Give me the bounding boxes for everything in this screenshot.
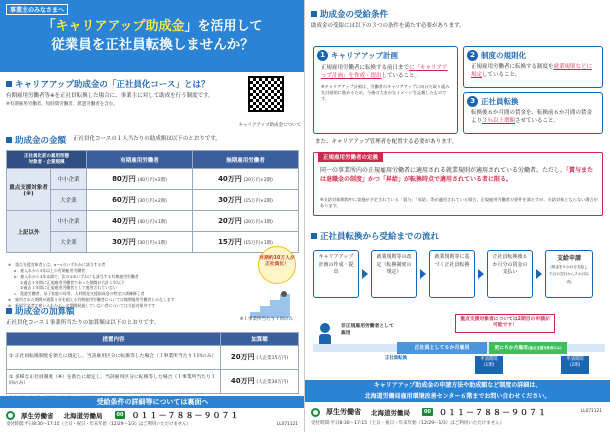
hero-title-line2: 従業員を正社員転換しませんか？ xyxy=(51,37,254,54)
flow-arrow-icon xyxy=(478,269,484,279)
timeline xyxy=(313,306,605,376)
back-page xyxy=(305,0,610,432)
ministry-name: 厚生労働省 xyxy=(326,408,361,416)
conditions-title: 助成金の受給条件 xyxy=(320,10,389,20)
section1-title: キャリアアップ助成金の「正社員化コース」とは？ xyxy=(15,80,210,90)
phone-number[interactable]: ０１１－７８８－９０７１ xyxy=(131,410,240,420)
flow-step: 就業規則等に基づく正社員転換 xyxy=(429,250,475,298)
condition-number-3: 3 xyxy=(467,96,478,107)
free-dial-icon: 00 xyxy=(116,412,124,418)
section-flow xyxy=(311,230,604,242)
ministry-logo-icon xyxy=(6,411,15,420)
hero-title: 「キャリアアップ助成金」を活用して 従業員を正社員転換しませんか？ xyxy=(42,19,263,54)
doc-code: LL071121 xyxy=(276,422,298,427)
section-conditions xyxy=(311,8,604,31)
amount-table: 正社員化前の雇用形態 対象者・企業規模 有期雇用労働者 無期雇用労働者 重点支援対象者(※) 中小企業 80万円 (40万円×2期) 40万円 (20万円×2期) 大企業 60万円 (30万円×2期) 30万円 (15万円×2期) 上記以外 中小企業 40万円 (40万円×1期) 20万円 (20万円×1期) 大企業 30万円 (30万円×1期) 15万円 (15万円×1期) xyxy=(6,150,299,253)
amount-title: 助成金の金額 xyxy=(15,136,67,146)
bureau-name: 北海道労働局 xyxy=(63,411,103,420)
amount-col-fixed-term: 有期雇用労働者 xyxy=(87,151,193,169)
amount-notes: ※ 重点支援対象者とは、a～cのいずれかに該当する者 a：雇入れから3年以上の有期雇用労働者 b：雇入れから3年未満で、次の①②いずれにも該当する有期雇用労働者 ①過去５年間に正規雇用労働者であった期間が合計１年以下 ②過去１年間に正規雇用労働者として雇用されていない c：派遣労働者、母子家庭の母等、人材開発支援助成金の特定の訓練修了者 ※ 雇用された期間が通算５年を超える有期雇用労働者については無期雇用労働者とみなします ※ 新規学卒者で雇い入れから一定期間経過していない者については支給対象外です xyxy=(8,262,175,309)
contact-footer xyxy=(305,405,610,419)
flow-title: 正社員転換から受給までの流れ xyxy=(320,232,440,242)
table-row: 大企業 60万円 (30万円×2期) 30万円 (15万円×2期) xyxy=(7,190,299,211)
doc-code: LL071121 xyxy=(580,409,602,414)
flow-step: キャリアアップ計画の作成・提出 xyxy=(313,250,359,298)
flow-arrow-icon xyxy=(420,269,426,279)
timeline-apply-2: 申請期間 (2期) xyxy=(561,356,589,374)
timeline-label-nonregular: 非正規雇用労働者として雇用 xyxy=(341,324,394,336)
condition-card-3: 3 正社員転換 転換後６か月間の賃金を、転換前６か月間の賃金より３％以上増額させていること。 xyxy=(463,92,603,134)
contact-footer xyxy=(0,409,304,421)
addition-title: 助成金の加算額 xyxy=(15,307,75,317)
flow-step: 就業規則等の改定（転換制度の規定） xyxy=(371,250,417,298)
section-amount xyxy=(6,134,299,253)
hero-header xyxy=(0,0,305,72)
table-row: ① 正社員転換制度を新たに規定し、当該雇用区分に転換等した場合（１事業所当たり１回のみ） 20万円 (大企業15万円) xyxy=(7,345,299,369)
phone-number[interactable]: ０１１－７８８－９０７１ xyxy=(438,407,547,417)
timeline-callout: 重点支援対象者については2期目の申請が可能です！ xyxy=(455,314,555,333)
row-group-priority: 重点支援対象者(※) xyxy=(7,169,51,211)
section1-text: 有期雇用労働者等※を正社員転換した場合に、事業主に対して助成を行う制度です。 xyxy=(6,93,214,99)
flow-step: 正社員転換後６か月分の賃金の支払い xyxy=(487,250,533,298)
qr-caption: キャリアアップ助成金について xyxy=(238,123,301,128)
ministry-name: 厚生労働省 xyxy=(21,411,54,420)
section1-note: ※有期雇用労働者、短時間労働者、派遣労働者を含む。 xyxy=(6,101,118,107)
section-course-intro xyxy=(6,78,246,108)
condition-number-2: 2 xyxy=(467,50,478,61)
free-dial-icon: 00 xyxy=(424,409,431,415)
section-addition xyxy=(6,305,299,400)
addition-subtitle: 正社員化コース１事業所当たりの加算額は以下のとおりです。 xyxy=(6,320,160,326)
flow-arrow-icon xyxy=(536,269,542,279)
ministry-logo-icon xyxy=(311,408,320,417)
row-group-other: 上記以外 xyxy=(7,211,51,253)
section-marker xyxy=(6,81,12,87)
qr-code[interactable] xyxy=(248,76,284,112)
condition-card-2: 2 制度の規則化 正規雇用労働者に転換する制度を就業規則などに規定していること。 xyxy=(463,46,603,88)
flow-arrow-icon xyxy=(362,269,368,279)
back-page-banner: 受給条件の詳細等については裏面へ xyxy=(0,396,305,408)
table-row: 大企業 30万円 (30万円×1期) 15万円 (15万円×1期) xyxy=(7,232,299,253)
timeline-bar-regular: 正社員として６か月雇用 xyxy=(397,342,487,354)
hours-text: 受付時間:平日8:30～17:15（土日・祝日・年末年始（12/29～1/3）はご利用いただけません） xyxy=(311,421,505,426)
timeline-conversion-label: 正社員転換 xyxy=(385,356,407,361)
addition-table: 措置内容 加算額 ① 正社員転換制度を新たに規定し、当該雇用区分に転換等した場合（１事業所当たり１回のみ） 20万円 (大企業15万円) ② 多様な正社員制度（※）を新たに規定し、当該雇用区分に転換等した場合（１事業所当たり１回のみ） 40万円 (大企業30万円) xyxy=(6,332,299,394)
audience-label: 事業主のみなさまへ xyxy=(6,4,68,15)
condition-number-1: 1 xyxy=(317,50,328,61)
conditions-footer: また、キャリアアップ管理者を配置する必要があります。 xyxy=(315,139,458,145)
addition-note: ※１事業所当たり１回のみ xyxy=(239,317,293,322)
promo-badge: 有期約10万人が正社員化！ xyxy=(258,246,296,284)
table-row: 上記以外 中小企業 40万円 (40万円×1期) 20万円 (20万円×1期) xyxy=(7,211,299,232)
flow-steps xyxy=(313,248,605,300)
inquiry-banner: キャリアアップ助成金の申請方法や助成額など制度の詳細は、 北海道労働局雇用環境改善センター６階までお問い合わせください。 xyxy=(305,380,610,402)
definition-title: 正規雇用労働者の定義 xyxy=(318,152,383,162)
conditions-intro: 助成金の受給には以下の３つの条件を満たす必要があります。 xyxy=(311,23,465,29)
table-row: ② 多様な正社員制度（※）を新たに規定し、当該雇用区分に転換等した場合（１事業所当たり１回のみ） 40万円 (大企業30万円) xyxy=(7,369,299,393)
hours-text: 受付時間:平日8:30～17:15（土日・祝日・年末年始（12/29～1/3）はご利用いただけません） xyxy=(6,422,191,427)
definition-box: 正規雇用労働者の定義 同一の事業所内の正規雇用労働者に適用される就業規則が適用されている労働者。ただし、「賞与または退職金の制度」かつ「昇給」が転換時点で適用されている者に限る。 ※支給対象期間中に実施が予定されている「賞与」「昇給」等が適用されている場合、正規雇用労働者の要件を満たすが、支給対象とならない場合があります。 xyxy=(313,152,603,216)
flow-step-apply: 支給申請 (賃金を６か月分支給した日の翌日から２か月以内) xyxy=(545,250,593,298)
table-row: 重点支援対象者(※) 中小企業 80万円 (40万円×2期) 40万円 (20万円×2期) xyxy=(7,169,299,190)
timeline-bar-extra: 更に６か月雇用(重点支援対象者のみ) xyxy=(489,342,567,354)
amount-subtitle: 正社員化コースの１人当たりの助成額は以下のとおりです。 xyxy=(73,136,221,143)
bureau-name: 北海道労働局 xyxy=(371,408,410,417)
hero-title-highlight: キャリアアップ助成金 xyxy=(55,19,185,34)
timeline-apply-1: 申請期間 (1期) xyxy=(475,356,503,374)
amount-col-indefinite: 無期雇用労働者 xyxy=(193,151,299,169)
condition-card-1: 1 キャリアアップ計画 正規雇用労働者に転換する前日までに「キャリアアップ計画」を作成・提出していること。 ※キャリアアップ計画は、労働者のキャリアアップに向けた取り組みを計画的に進めるため、今後の大まかなイメージを記載したものです。 xyxy=(313,46,458,134)
